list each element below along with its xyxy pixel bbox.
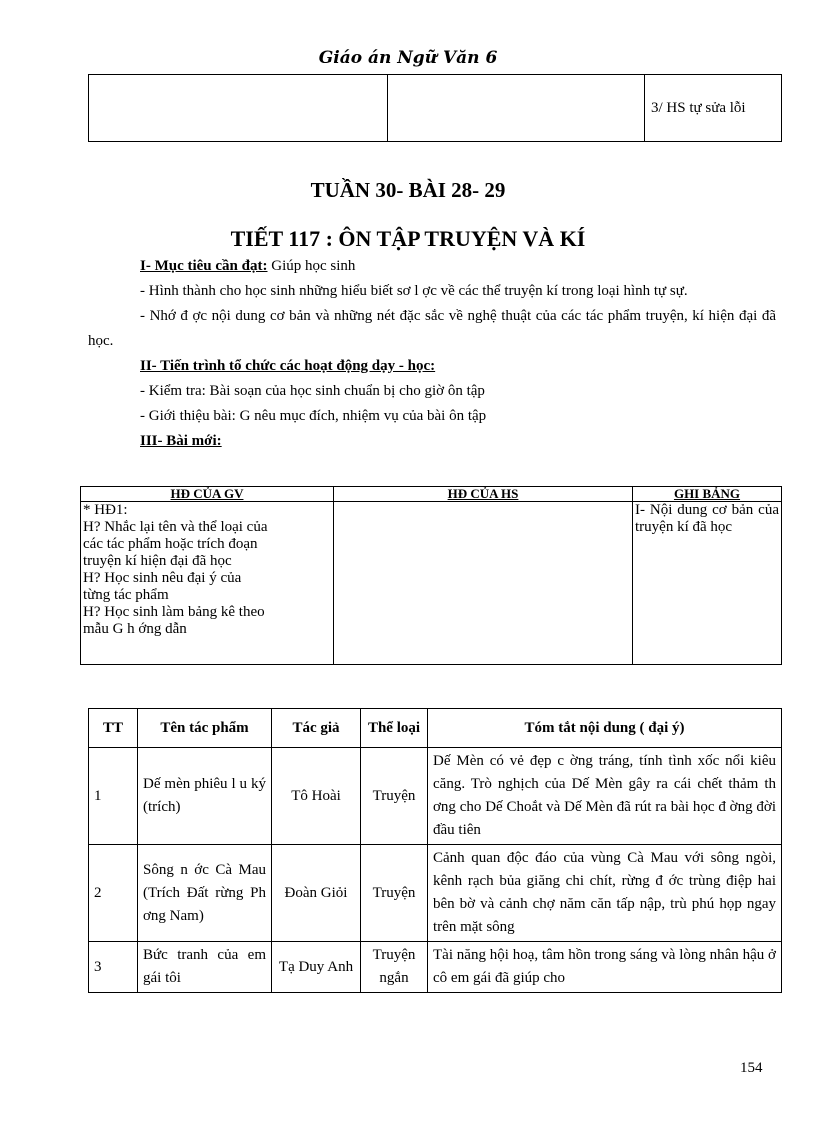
column-header: TT — [89, 709, 138, 748]
work-summary: Tài năng hội hoạ, tâm hồn trong sáng và lòng nhân hậu ở cô em gái đã giúp cho — [428, 942, 782, 993]
table-row — [89, 845, 782, 942]
section2-p2: - Giới thiệu bài: G nêu mục đích, nhiệm vụ của bài ôn tập — [140, 408, 487, 424]
work-author: Tạ Duy Anh — [272, 942, 361, 993]
works-table — [88, 708, 782, 993]
section1-heading: I- Mục tiêu cần đạt: — [140, 258, 268, 274]
column-header: GHI BẢNG — [633, 487, 782, 502]
table-cell: 3/ HS tự sửa lỗi — [645, 75, 782, 142]
board-notes-cell: I- Nội dung cơ bản của truyện kí đã học — [633, 502, 782, 665]
column-header: HĐ CỦA HS — [334, 487, 633, 502]
student-activity-cell — [334, 502, 633, 665]
page-number: 154 — [740, 1060, 763, 1076]
text-line: các tác phẩm hoặc trích đoạn — [83, 536, 258, 552]
text-line: mẫu G h ớng dẫn — [83, 621, 187, 637]
work-title: Sông n ớc Cà Mau (Trích Đất rừng Ph ơng Nam) — [138, 845, 272, 942]
section1-p1: - Hình thành cho học sinh những hiểu biết sơ l ợc về các thể truyện kí trong loại hình tự sự. — [140, 283, 688, 299]
row-number: 2 — [89, 845, 138, 942]
row-number: 1 — [89, 748, 138, 845]
column-header: HĐ CỦA GV — [81, 487, 334, 502]
work-author: Tô Hoài — [272, 748, 361, 845]
teacher-activity-cell — [81, 502, 334, 665]
activity-table — [80, 486, 782, 665]
table-cell — [388, 75, 645, 142]
work-genre: Truyện — [361, 845, 428, 942]
body-text — [88, 254, 776, 454]
column-header: Tên tác phẩm — [138, 709, 272, 748]
table-row — [89, 75, 782, 142]
top-table — [88, 74, 782, 142]
text-line: H? Nhắc lại tên và thể loại của — [83, 519, 268, 535]
column-header: Tác giả — [272, 709, 361, 748]
column-header: Thể loại — [361, 709, 428, 748]
section3-heading: III- Bài mới: — [140, 433, 222, 449]
text-line: từng tác phẩm — [83, 587, 169, 603]
table-cell — [89, 75, 388, 142]
table-row — [89, 748, 782, 845]
work-author: Đoàn Giỏi — [272, 845, 361, 942]
text-line: H? Học sinh nêu đại ý của — [83, 570, 242, 586]
row-number: 3 — [89, 942, 138, 993]
work-genre: Truyện — [361, 748, 428, 845]
text-line: truyện kí hiện đại đã học — [83, 553, 232, 569]
page-header: Giáo án Ngữ Văn 6 — [318, 48, 498, 68]
section1-lead: Giúp học sinh — [267, 258, 356, 274]
work-genre: Truyện ngắn — [361, 942, 428, 993]
table-row — [81, 502, 782, 665]
work-title: Bức tranh của em gái tôi — [138, 942, 272, 993]
text-line: * HĐ1: — [83, 502, 128, 518]
column-header: Tóm tắt nội dung ( đại ý) — [428, 709, 782, 748]
work-summary: Dế Mèn có vẻ đẹp c ờng tráng, tính tình xốc nổi kiêu căng. Trò nghịch của Dế Mèn gây ra cái chết thảm th ơng cho Dế Choắt và Dế Mèn đã rút ra bài học đ ờng đời đầu tiên — [428, 748, 782, 845]
table-row — [89, 942, 782, 993]
table-header-row — [89, 709, 782, 748]
work-summary: Cảnh quan độc đáo của vùng Cà Mau với sông ngòi, kênh rạch bủa giăng chi chít, rừng đ ớc trùng điệp hai bên bờ và cảnh chợ năm căn tấp nập, trù phú họp ngay trên mặt sông — [428, 845, 782, 942]
work-title: Dế mèn phiêu l u ký (trích) — [138, 748, 272, 845]
text-line: H? Học sinh làm bảng kê theo — [83, 604, 265, 620]
week-title: TUẦN 30- BÀI 28- 29 — [310, 178, 506, 202]
section2-heading: II- Tiến trình tổ chức các hoạt động dạy - học: — [140, 358, 436, 374]
table-header-row — [81, 487, 782, 502]
section2-p1: - Kiểm tra: Bài soạn của học sinh chuẩn bị cho giờ ôn tập — [140, 383, 485, 399]
section1-p2: - Nhớ đ ợc nội dung cơ bản và những nét đặc sắc về nghệ thuật của các tác phẩm truyện, kí hiện đại đã học. — [88, 308, 776, 349]
lesson-title: TIẾT 117 : ÔN TẬP TRUYỆN VÀ KÍ — [230, 226, 586, 251]
